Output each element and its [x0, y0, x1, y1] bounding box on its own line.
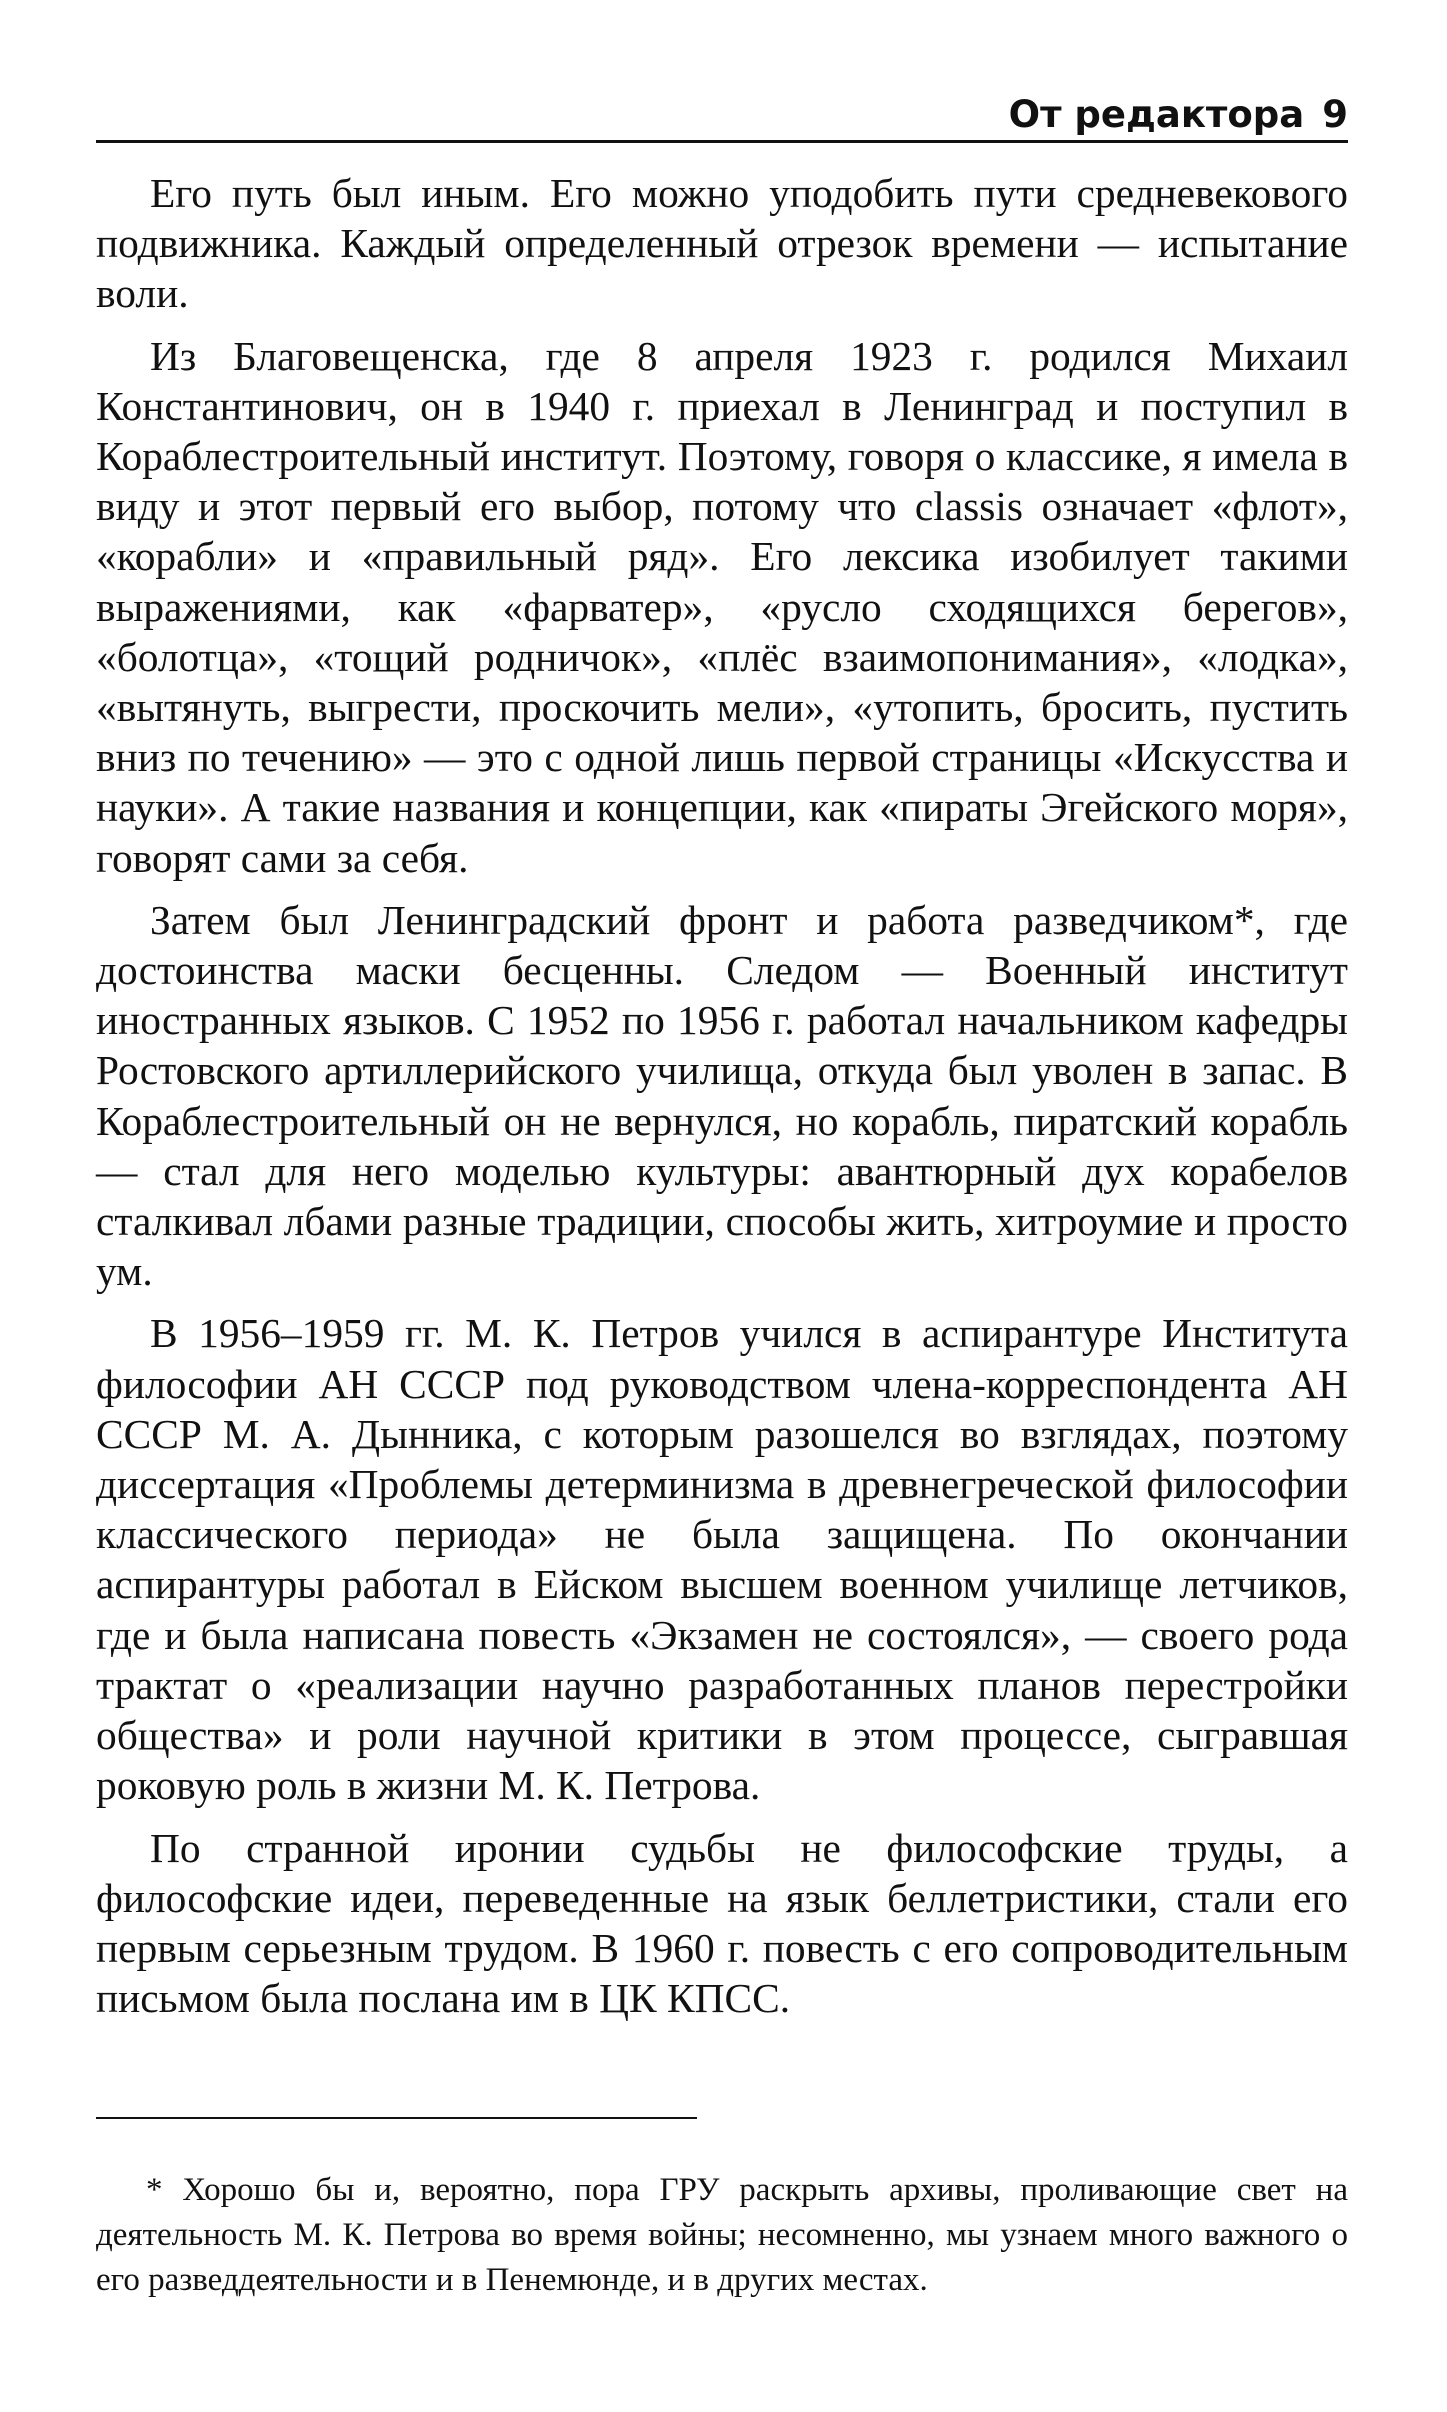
paragraph-2: Из Благовещенска, где 8 апреля 1923 г. родился Михаил Константинович, он в 1940 г. приехал в Ленинград и поступил в Кораблестроительный институт. Поэтому, говоря о классике, я имела в виду и этот первый его выбор, потому что classis означает «флот», «корабли» и «правильный ряд». Его лексика изобилует такими выражениями, как «фарватер», «русло сходящихся берегов», «болотца», «тощий родничок», «плёс взаимопонимания», «лодка», «вытянуть, выгрести, проскочить мели», «утопить, бросить, пустить вниз по течению» — это с одной лишь первой страницы «Искусства и науки». А такие названия и концепции, как «пираты Эгейского моря», говорят сами за себя. [96, 332, 1348, 881]
paragraph-1: Его путь был иным. Его можно уподобить пути средневекового подвижника. Каждый определенный отрезок времени — испытание воли. [96, 170, 1348, 317]
running-header [96, 90, 1348, 143]
footnote-separator [96, 2117, 697, 2119]
page-number: 9 [1322, 93, 1348, 136]
paragraph-5: По странной иронии судьбы не философские труды, а философские идеи, переведенные на язык беллетристики, стали его первым серьезным трудом. В 1960 г. повесть с его сопроводительным письмом была послана им в ЦК КПСС. [96, 1824, 1348, 2022]
paragraph-3: Затем был Ленинградский фронт и работа разведчиком*, где достоинства маски бесценны. Следом — Военный институт иностранных языков. С 1952 по 1956 г. работал начальником кафедры Ростовского артиллерийского училища, откуда был уволен в запас. В Кораблестроительный он не вернулся, но корабль, пиратский корабль — стал для него моделью культуры: авантюрный дух корабелов сталкивал лбами разные традиции, способы жить, хитроумие и просто ум. [96, 896, 1348, 1295]
section-title: От редактора [1008, 93, 1305, 136]
paragraph-4: В 1956–1959 гг. М. К. Петров учился в аспирантуре Института философии АН СССР под руководством члена-корреспондента АН СССР М. А. Дынника, с которым разошелся во взглядах, поэтому диссертация «Проблемы детерминизма в древнегреческой философии классического периода» не была защищена. По окончании аспирантуры работал в Ейском высшем военном училище летчиков, где и была написана повесть «Экзамен не состоялся», — своего рода трактат о «реализации научно разработанных планов перестройки общества» и роли научной критики в этом процессе, сыгравшая роковую роль в жизни М. К. Петрова. [96, 1310, 1348, 1809]
footnote: * Хорошо бы и, вероятно, пора ГРУ раскрыть архивы, проливающие свет на деятельность М. К. Петрова во время войны; несомненно, мы узнаем много важного о его разведдеятельности и в Пенемюнде, и в других местах. [96, 2172, 1348, 2298]
main-text [96, 168, 1348, 2035]
